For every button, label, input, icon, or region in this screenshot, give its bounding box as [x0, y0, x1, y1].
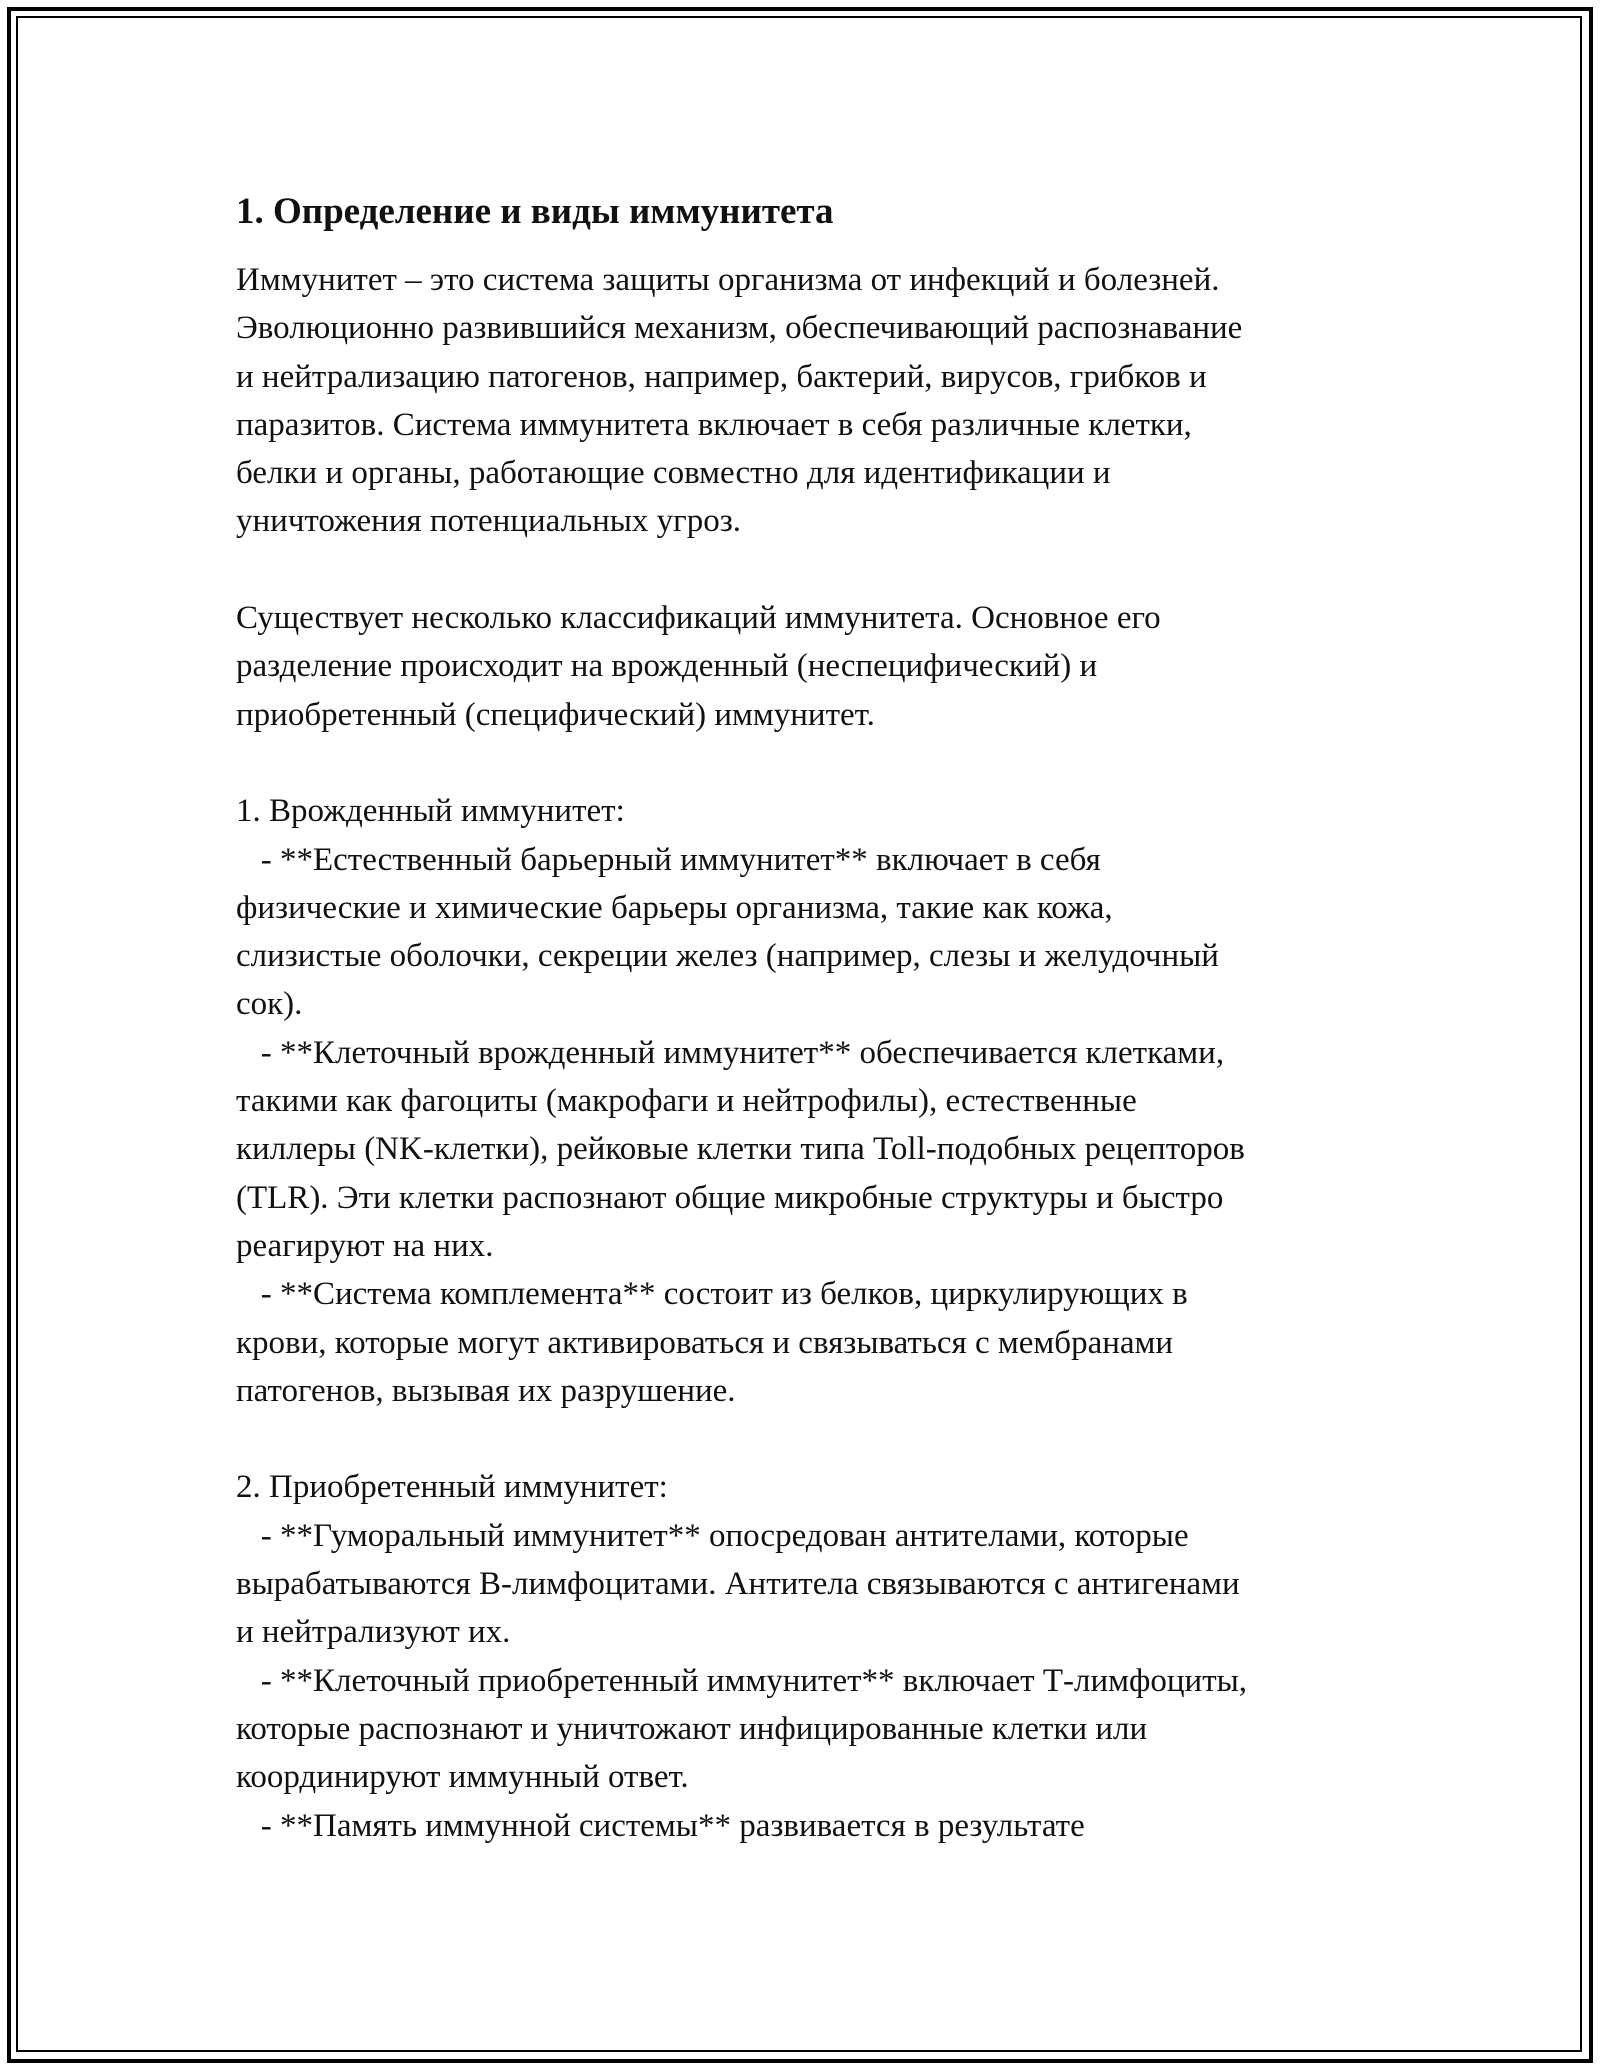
paragraph-gap	[236, 546, 1366, 594]
text-line: и нейтрализуют их.	[236, 1614, 511, 1651]
document-body	[236, 188, 1366, 1850]
paragraph-classification	[236, 594, 1366, 739]
text-line: - **Гуморальный иммунитет** опосредован антителами, которые	[236, 1517, 1189, 1554]
text-line: которые распознают и уничтожают инфицированные клетки или	[236, 1710, 1148, 1747]
paragraph-gap	[236, 739, 1366, 787]
text-line: 2. Приобретенный иммунитет:	[236, 1469, 668, 1506]
text-line: разделение происходит на врожденный (неспецифический) и	[236, 648, 1098, 685]
text-line: белки и органы, работающие совместно для идентификации и	[236, 455, 1111, 492]
paragraph-gap	[236, 1415, 1366, 1463]
text-line: 1. Врожденный иммунитет:	[236, 793, 625, 830]
text-line: (TLR). Эти клетки распознают общие микробные структуры и быстро	[236, 1179, 1224, 1216]
document-text	[236, 256, 1366, 1850]
text-line: сок).	[236, 986, 303, 1023]
section-title: 1. Определение и виды иммунитета	[236, 191, 834, 232]
text-line: киллеры (NK-клетки), рейковые клетки типа Toll-подобных рецепторов	[236, 1131, 1245, 1168]
text-line: физические и химические барьеры организма, такие как кожа,	[236, 889, 1113, 926]
paragraph-acquired-immunity	[236, 1463, 1366, 1849]
text-line: крови, которые могут активироваться и связываться с мембранами	[236, 1324, 1174, 1361]
text-line: Эволюционно развившийся механизм, обеспечивающий распознавание	[236, 310, 1243, 347]
text-line: - **Система комплемента** состоит из белков, циркулирующих в	[236, 1276, 1188, 1313]
text-line: Существует несколько классификаций иммунитета. Основное его	[236, 600, 1161, 637]
text-line: - **Память иммунной системы** развивается в результате	[236, 1807, 1085, 1844]
text-line: Иммунитет – это система защиты организма от инфекций и болезней.	[236, 262, 1220, 298]
text-line: и нейтрализацию патогенов, например, бактерий, вирусов, грибков и	[236, 358, 1207, 395]
text-line: уничтожения потенциальных угроз.	[236, 503, 741, 540]
text-line: слизистые оболочки, секреции желез (например, слезы и желудочный	[236, 938, 1219, 975]
text-line: реагируют на них.	[236, 1227, 494, 1264]
paragraph-definition	[236, 256, 1366, 546]
text-line: - **Естественный барьерный иммунитет** включает в себя	[236, 841, 1101, 878]
text-line: - **Клеточный врожденный иммунитет** обеспечивается клетками,	[236, 1034, 1225, 1071]
text-line: координируют иммунный ответ.	[236, 1759, 689, 1796]
text-line: такими как фагоциты (макрофаги и нейтрофилы), естественные	[236, 1083, 1137, 1120]
text-line: - **Клеточный приобретенный иммунитет** включает Т-лимфоциты,	[236, 1662, 1248, 1699]
text-line: паразитов. Система иммунитета включает в себя различные клетки,	[236, 406, 1192, 443]
text-line: приобретенный (специфический) иммунитет.	[236, 696, 875, 733]
text-line: патогенов, вызывая их разрушение.	[236, 1372, 736, 1409]
text-line: вырабатываются В-лимфоцитами. Антитела связываются с антигенами	[236, 1566, 1240, 1603]
paragraph-innate-immunity	[236, 787, 1366, 1415]
